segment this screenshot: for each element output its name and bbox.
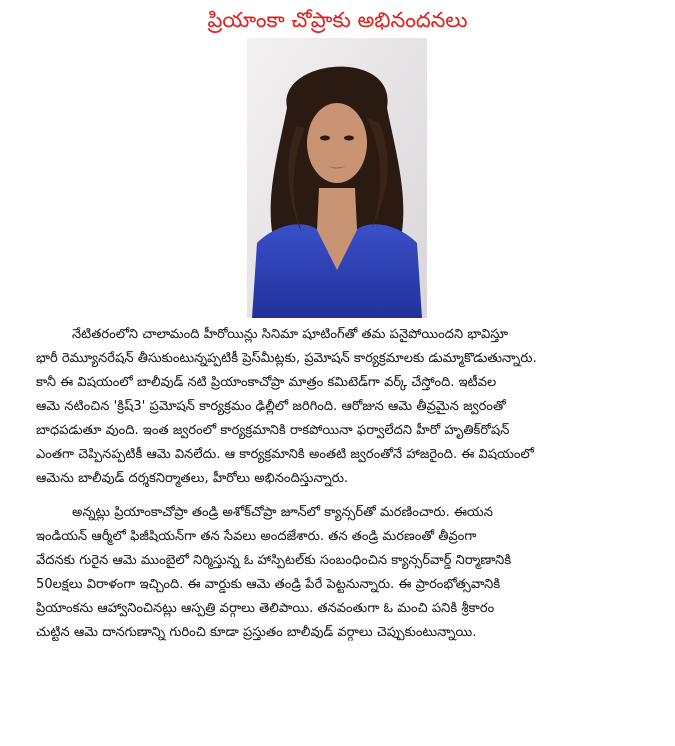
article-title: ప్రియాంకా చోప్రాకు అభినందనలు xyxy=(207,8,468,32)
paragraph-line: ఇండియన్ ఆర్మీలో ఫిజీషియన్‌గా తన సేవలు అందజేశారు. తన తండ్రి మరణంతో తీవ్రంగా xyxy=(36,529,477,544)
article-photo xyxy=(247,38,427,318)
portrait-illustration xyxy=(247,38,427,318)
paragraph-1 xyxy=(36,323,648,491)
paragraph-line: ఆమె నటించిన 'క్రిష్3' ప్రమోషన్ కార్యక్రమం ఢిల్లీలో జరిగింది. ఆరోజున ఆమె తీవ్రమైన జ్వరంతో xyxy=(36,399,506,414)
paragraph-line: 50లక్షలు విరాళంగా ఇచ్చింది. ఈ వార్డుకు ఆమె తండ్రి పేరే పెట్టనున్నారు. ఈ ప్రారంభోత్సవానికి xyxy=(36,577,501,592)
paragraph-line: ఆమెను బాలీవుడ్ దర్శకనిర్మాతలు, హీరోలు అభినందిస్తున్నారు. xyxy=(36,471,349,486)
paragraph-line: చుట్టిన ఆమె దానగుణాన్ని గురించి కూడా ప్రస్తుతం బాలీవుడ్ వర్గాలు చెప్పుకుంటున్నాయి. xyxy=(36,625,477,640)
article-body xyxy=(36,323,648,655)
paragraph-line: అన్నట్లు ప్రియాంకాచోప్రా తండ్రి అశోక్‌చోప్రా జూన్‌లో క్యాన్సర్‌తో మరణించారు. ఈయన xyxy=(72,505,493,520)
paragraph-line: కానీ ఈ విషయంలో బాలీవుడ్ నటి ప్రియాంకాచోప్రా మాత్రం కమిటెడ్‌గా వర్క్ చేస్తోంది. ఇటీవల xyxy=(36,375,497,390)
paragraph-line: బాధపడుతూ వుంది. ఇంత జ్వరంలో కార్యక్రమానికి రాకపోయినా ఫర్వాలేదని హీరో హృతిక్‌రోషన్ xyxy=(36,423,510,438)
paragraph-2 xyxy=(36,501,648,645)
paragraph-line: ఎంతగా చెప్పినప్పటికీ ఆమె వినలేదు. ఆ కార్యక్రమానికి అంతటి జ్వరంతోనే హాజరైంది. ఈ విషయంలో xyxy=(36,447,534,462)
paragraph-line: వేదనకు గురైన ఆమె ముంబైలో నిర్మిస్తున్న ఓ హాస్పిటల్‌కు సంబంధించిన క్యాన్సర్‌వార్డ్ నిర్మాణానికి xyxy=(36,553,512,568)
paragraph-line: ప్రియాంకను ఆహ్వానించినట్లు ఆస్పత్రి వర్గాలు తెలిపాయి. తనవంతుగా ఓ మంచి పనికి శ్రీకారం xyxy=(36,601,495,616)
paragraph-line: నేటితరంలోని చాలామంది హీరోయిన్లు సినిమా షూటింగ్‌తో తమ పనైపోయిందని భావిస్తూ xyxy=(72,327,509,342)
paragraph-line: భారీ రెమ్యూనరేషన్ తీసుకుంటున్నప్పటికీ ప్రెస్‌మీట్లకు, ప్రమోషన్ కార్యక్రమాలకు డుమ్మాకొడుతున్నారు. xyxy=(36,351,537,366)
